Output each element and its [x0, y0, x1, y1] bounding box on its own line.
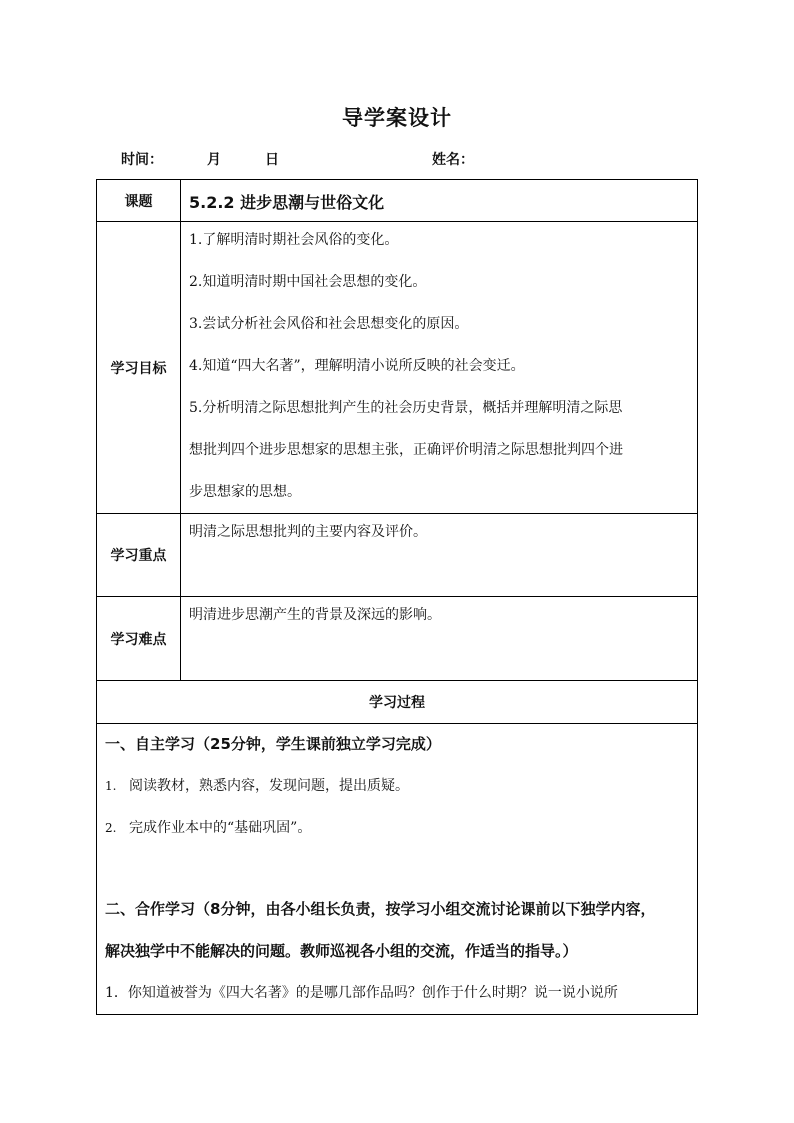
time-label: 时间： [121, 152, 163, 168]
objectives-row [97, 222, 698, 514]
lesson-plan-table [96, 179, 698, 1015]
objective-item: 1.了解明清时期社会风俗的变化。 [189, 232, 399, 248]
objective-item: 步思想家的思想。 [189, 484, 301, 500]
section2-item: 1．你知道被誉为《四大名著》的是哪几部作品吗？创作于什么时期？说一说小说所 [105, 985, 618, 1001]
day-label: 日 [265, 152, 279, 168]
process-cell [97, 724, 698, 1015]
item-number: 2. [105, 821, 117, 835]
item-text: 阅读教材，熟悉内容，发现问题，提出质疑。 [129, 778, 409, 794]
key-value: 明清之际思想批判的主要内容及评价。 [189, 524, 427, 540]
section1-item [105, 776, 689, 797]
key-row [97, 514, 698, 597]
objective-item: 3.尝试分析社会风俗和社会思想变化的原因。 [189, 316, 469, 332]
section1-item [105, 818, 689, 839]
process-row [97, 724, 698, 1015]
item-text: 完成作业本中的“基础巩固”。 [129, 820, 312, 836]
difficulty-label: 学习难点 [97, 597, 181, 681]
section2-title-line2: 解决独学中不能解决的问题。教师巡视各小组的交流，作适当的指导。） [105, 942, 578, 960]
objectives-cell [181, 222, 698, 514]
key-cell [181, 514, 698, 597]
objective-item: 5.分析明清之际思想批判产生的社会历史背景，概括并理解明清之际思 [189, 400, 623, 416]
objective-item: 2.知道明清时期中国社会思想的变化。 [189, 274, 427, 290]
section1-title: 一、自主学习（25分钟，学生课前独立学习完成） [105, 735, 441, 753]
process-label: 学习过程 [369, 695, 425, 711]
difficulty-value: 明清进步思潮产生的背景及深远的影响。 [189, 607, 441, 623]
difficulty-cell [181, 597, 698, 681]
key-label: 学习重点 [97, 514, 181, 597]
objectives-label: 学习目标 [97, 222, 181, 514]
objective-item: 4.知道“四大名著”，理解明清小说所反映的社会变迁。 [189, 358, 525, 374]
name-label: 姓名： [432, 152, 474, 168]
process-header-cell [97, 681, 698, 724]
process-header-row [97, 681, 698, 724]
document-title: 导学案设计 [342, 106, 452, 130]
subject-row [97, 180, 698, 222]
section2-title-line1: 二、合作学习（8分钟，由各小组长负责，按学习小组交流讨论课前以下独学内容， [105, 900, 656, 918]
subject-cell [181, 180, 698, 222]
item-number: 1. [105, 779, 117, 793]
difficulty-row [97, 597, 698, 681]
objective-item: 想批判四个进步思想家的思想主张，正确评价明清之际思想批判四个进 [189, 442, 623, 458]
subject-label: 课题 [97, 180, 181, 222]
month-label: 月 [207, 152, 221, 168]
subject-value: 5.2.2 进步思潮与世俗文化 [189, 193, 385, 212]
